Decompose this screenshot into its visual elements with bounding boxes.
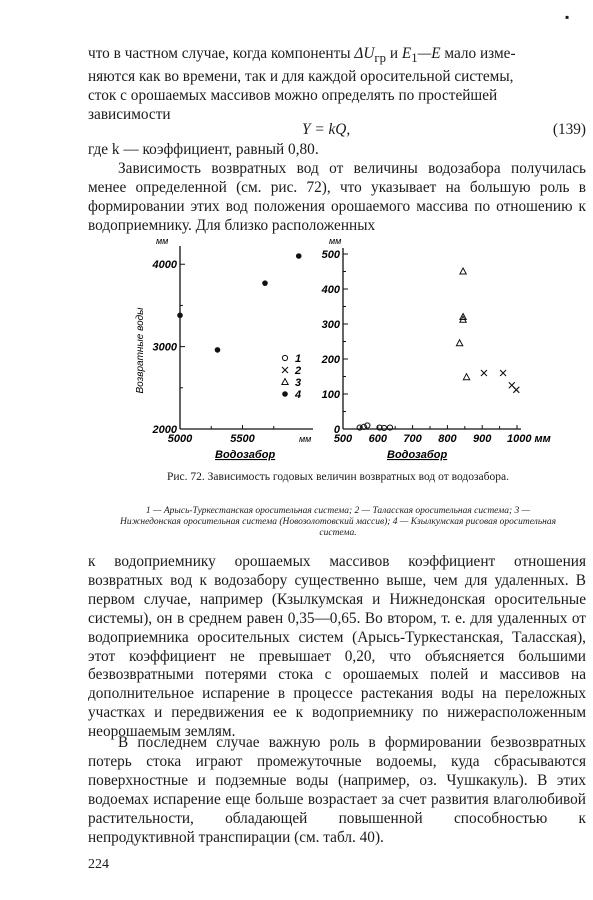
left-y-tick-label: 3000 bbox=[152, 341, 177, 354]
left-point-series-4 bbox=[215, 347, 221, 353]
right-point-series-2 bbox=[500, 370, 506, 376]
right-y-unit: мм bbox=[329, 236, 342, 246]
right-x-tick-label: 700 bbox=[403, 433, 422, 445]
math-minus-e: —E bbox=[417, 45, 441, 62]
left-x-tick-label: 5500 bbox=[230, 433, 255, 445]
right-y-tick-label: 400 bbox=[321, 284, 340, 296]
paragraph-2: Зависимость возвратных вод от величины водозабора получилась менее определенной (см. рис. 72), что указывает на большую роль в формировании этих вод положения орошаемого массива по отношению к водоприемнику. Для близко расположенных bbox=[88, 160, 586, 234]
math-e: E bbox=[401, 45, 412, 62]
right-y-tick-label: 0 bbox=[333, 424, 340, 436]
left-y-tick-label: 4000 bbox=[152, 259, 177, 272]
equation-139 bbox=[88, 121, 586, 141]
right-x-tick-label: 900 bbox=[473, 433, 492, 445]
right-x-tick-label: 800 bbox=[438, 433, 457, 445]
legend-label-3: 3 bbox=[295, 377, 302, 389]
figure-72-chart bbox=[125, 236, 555, 466]
paragraph-1 bbox=[88, 45, 586, 125]
left-point-series-4 bbox=[262, 280, 268, 286]
legend-marker-2 bbox=[282, 367, 288, 373]
right-scatter-plot bbox=[321, 236, 551, 461]
right-point-series-3 bbox=[460, 268, 466, 274]
para1-line-4: зависимости bbox=[88, 105, 171, 123]
para1-line-2: няются как во времени, так и для каждой оросительной системы, bbox=[88, 67, 514, 85]
right-point-series-3 bbox=[463, 374, 469, 380]
para1-line-1: что в частном случае, когда компоненты $\Delta U_{гр}$ и $E_1—E$ мало изме- bbox=[88, 45, 516, 66]
left-y-tick-label: 2000 bbox=[152, 424, 177, 436]
math-subscript-2: 1 bbox=[411, 51, 418, 66]
math-delta-u: ΔU bbox=[354, 45, 375, 62]
left-point-series-4 bbox=[177, 313, 183, 319]
right-point-series-2 bbox=[481, 370, 487, 376]
page-number: 224 bbox=[88, 857, 109, 872]
legend-label-4: 4 bbox=[295, 389, 302, 401]
left-x-unit: мм bbox=[299, 434, 312, 444]
figure-caption: Рис. 72. Зависимость годовых величин возвратных вод от водозабора. bbox=[167, 471, 509, 483]
where-line: где k — коэффициент, равный 0,80. bbox=[88, 141, 319, 158]
paragraph-4: В последнем случае важную роль в формировании безвозвратных потерь стока играют промежуточные водоемы, куда сбрасываются поверхностные и подземные воды (например, оз. Чушкакуль). В этих водоемах испарение еще больше возрастает за счет развития влаголюбивой растительности, обладающей повышенной способностью к непродуктивной транспирации (см. табл. 40). bbox=[88, 734, 586, 846]
right-y-tick-label: 300 bbox=[321, 319, 340, 331]
right-x-tick-label: 600 bbox=[368, 433, 387, 445]
para1-line-3: сток с орошаемых массивов можно определять по простейшей bbox=[88, 86, 498, 104]
legend-label-1: 1 bbox=[295, 353, 302, 365]
left-y-axis-label: Возвратные воды bbox=[135, 307, 146, 394]
right-y-tick-label: 500 bbox=[321, 249, 340, 261]
left-x-tick-label: 5000 bbox=[167, 433, 193, 445]
legend-label-2: 2 bbox=[295, 365, 302, 377]
legend-marker-3 bbox=[282, 379, 288, 385]
right-y-tick-label: 200 bbox=[321, 354, 340, 366]
paragraph-3: к водоприемнику орошаемых массивов коэффициент отношения возвратных вод к водозабору существенно выше, чем для удаленных. В первом случае, например (Кзылкумская и Нижнедонская оросительные системы), он в среднем равен 0,35—0,65. Во втором, т. е. для удаленных от водоприемника оросительных систем (Арысь-Туркестанская, Таласская), этот коэффициент не превышает 0,20, что объясняется большими безвозвратными потерями стока с орошаемых полей и массивов на дополнительное испарение в процессе растекания воды на переложных участках и передвижения ее к водоприемнику по нижерасположенным неорошаемым землям. bbox=[88, 553, 586, 741]
legend-marker-4 bbox=[282, 391, 288, 397]
legend-marker-1 bbox=[282, 355, 287, 360]
left-x-axis-label: Водозабор bbox=[215, 449, 276, 461]
right-x-tick-label: 500 bbox=[333, 433, 353, 445]
left-scatter-plot bbox=[135, 236, 313, 461]
right-point-series-2 bbox=[513, 387, 519, 393]
right-point-series-3 bbox=[456, 340, 462, 346]
right-x-axis-label: Водозабор bbox=[387, 449, 448, 461]
right-x-tick-label: 1000 мм bbox=[507, 433, 551, 445]
equation-number: (139) bbox=[552, 121, 586, 138]
left-point-series-4 bbox=[296, 253, 302, 259]
math-subscript: гр bbox=[374, 51, 387, 66]
figure-legend-text: 1 — Арысь-Туркестанская оросительная система; 2 — Таласская оросительная система; 3 — Нижнедонская оросительная система (Новозолотовский массив); 4 — Кзылкумская рисовая оросительная система. bbox=[119, 506, 557, 538]
equation-formula: Y = kQ, bbox=[302, 121, 351, 138]
right-y-tick-label: 100 bbox=[321, 389, 340, 401]
left-y-unit: мм bbox=[156, 236, 169, 246]
page-mark: ▪ bbox=[565, 10, 570, 24]
